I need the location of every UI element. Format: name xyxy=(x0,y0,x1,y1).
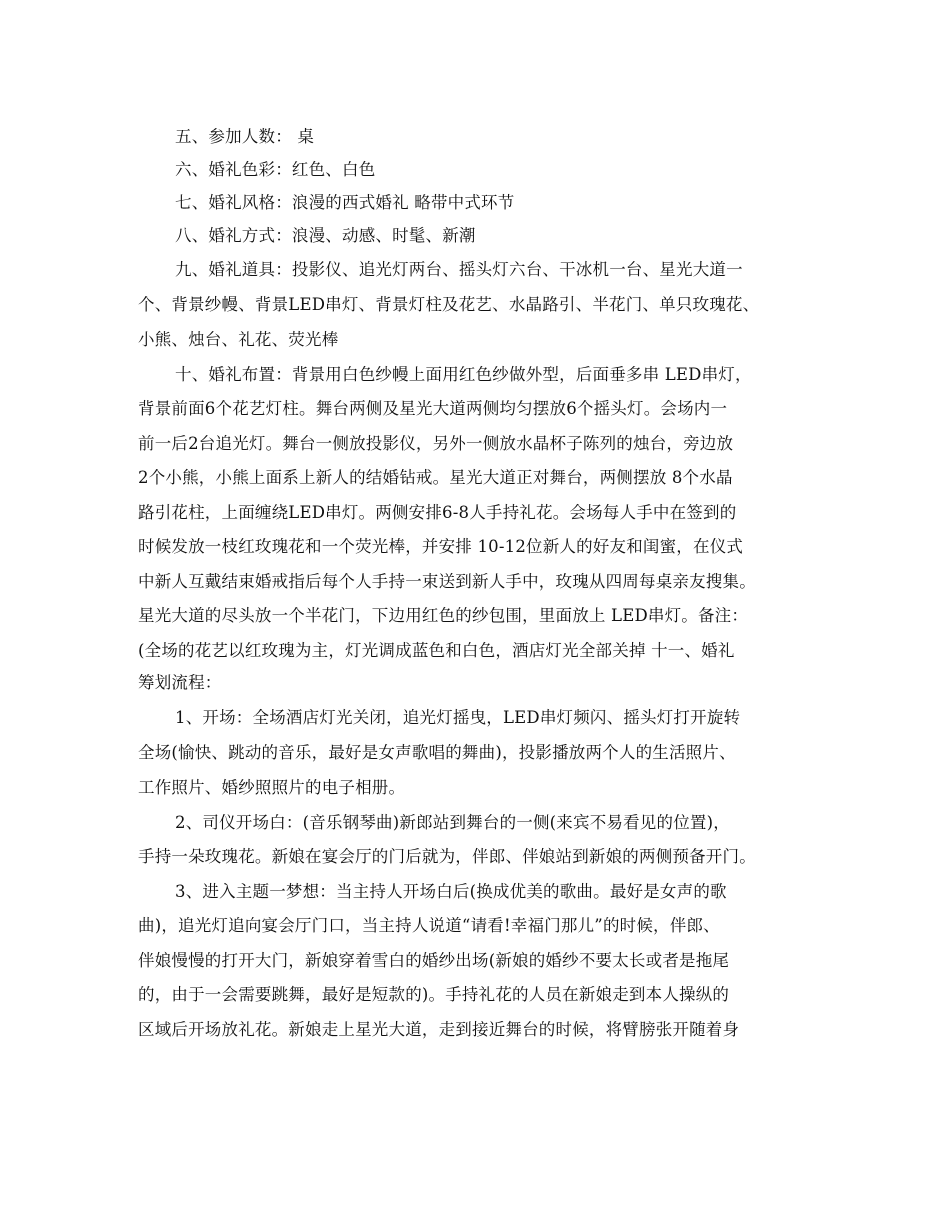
text-line: 星光大道的尽头放一个半花门，下边用红色的纱包围，里面放上 LED串灯。备注： xyxy=(138,606,749,625)
text-line: 曲)，追光灯追向宴会厅门口，当主持人说道“请看!幸福门那儿”的时候，伴郎、 xyxy=(138,916,720,935)
text-line: 中新人互戴结束婚戒指后每个人手持一束送到新人手中，玫瑰从四周每桌亲友搜集。 xyxy=(138,572,756,591)
text-line: 筹划流程： xyxy=(138,673,222,692)
text-line: 六、婚礼色彩：红色、白色 xyxy=(175,160,376,179)
text-line: 时候发放一枝红玫瑰花和一个荧光棒，并安排 10-12位新人的好友和闺蜜，在仪式 xyxy=(138,537,744,556)
text-line: 路引花柱，上面缠绕LED串灯。两侧安排6-8人手持礼花。会场每人手中在签到的 xyxy=(138,503,737,522)
text-line: 七、婚礼风格：浪漫的西式婚礼 略带中式环节 xyxy=(175,193,515,212)
text-line: 2个小熊，小熊上面系上新人的结婚钻戒。星光大道正对舞台，两侧摆放 8个水晶 xyxy=(138,468,733,487)
text-line: 十、婚礼布置：背景用白色纱幔上面用红色纱做外型，后面垂多串 LED串灯， xyxy=(175,365,752,384)
text-line: 个、背景纱幔、背景LED串灯、背景灯柱及花艺、水晶路引、半花门、单只玫瑰花、 xyxy=(138,295,760,314)
text-line: 前一后2台追光灯。舞台一侧放投影仪，另外一侧放水晶杯子陈列的烛台，旁边放 xyxy=(138,434,734,453)
text-line: 伴娘慢慢的打开大门，新娘穿着雪白的婚纱出场(新娘的婚纱不要太长或者是拖尾 xyxy=(138,951,730,970)
text-line: 工作照片、婚纱照照片的电子相册。 xyxy=(138,778,406,797)
text-line: 八、婚礼方式：浪漫、动感、时髦、新潮 xyxy=(175,226,476,245)
text-line: 1、开场：全场酒店灯光关闭，追光灯摇曳，LED串灯频闪、摇头灯打开旋转 xyxy=(175,708,741,727)
text-line: 背景前面6个花艺灯柱。舞台两侧及星光大道两侧均匀摆放6个摇头灯。会场内一 xyxy=(138,399,728,418)
text-line: 手持一朵玫瑰花。新娘在宴会厅的门后就为，伴郎、伴娘站到新娘的两侧预备开门。 xyxy=(138,847,756,866)
text-line: 的，由于一会需要跳舞，最好是短款的)。手持礼花的人员在新娘走到本人操纵的 xyxy=(138,985,730,1004)
text-line: 小熊、烛台、礼花、荧光棒 xyxy=(138,330,339,349)
text-line: (全场的花艺以红玫瑰为主，灯光调成蓝色和白色，酒店灯光全部关掉 十一、婚礼 xyxy=(138,641,735,660)
text-line: 区域后开场放礼花。新娘走上星光大道，走到接近舞台的时候，将臂膀张开随着身 xyxy=(138,1020,740,1039)
text-line: 全场(愉快、跳动的音乐，最好是女声歌唱的舞曲)，投影播放两个人的生活照片、 xyxy=(138,743,736,762)
text-line: 九、婚礼道具：投影仪、追光灯两台、摇头灯六台、干冰机一台、星光大道一 xyxy=(175,260,743,279)
text-line: 五、参加人数： 桌 xyxy=(175,127,315,146)
text-line: 3、进入主题一梦想：当主持人开场白后(换成优美的歌曲。最好是女声的歌 xyxy=(175,882,727,901)
text-line: 2、司仪开场白：(音乐钢琴曲)新郎站到舞台的一侧(来宾不易看见的位置)， xyxy=(175,813,730,832)
